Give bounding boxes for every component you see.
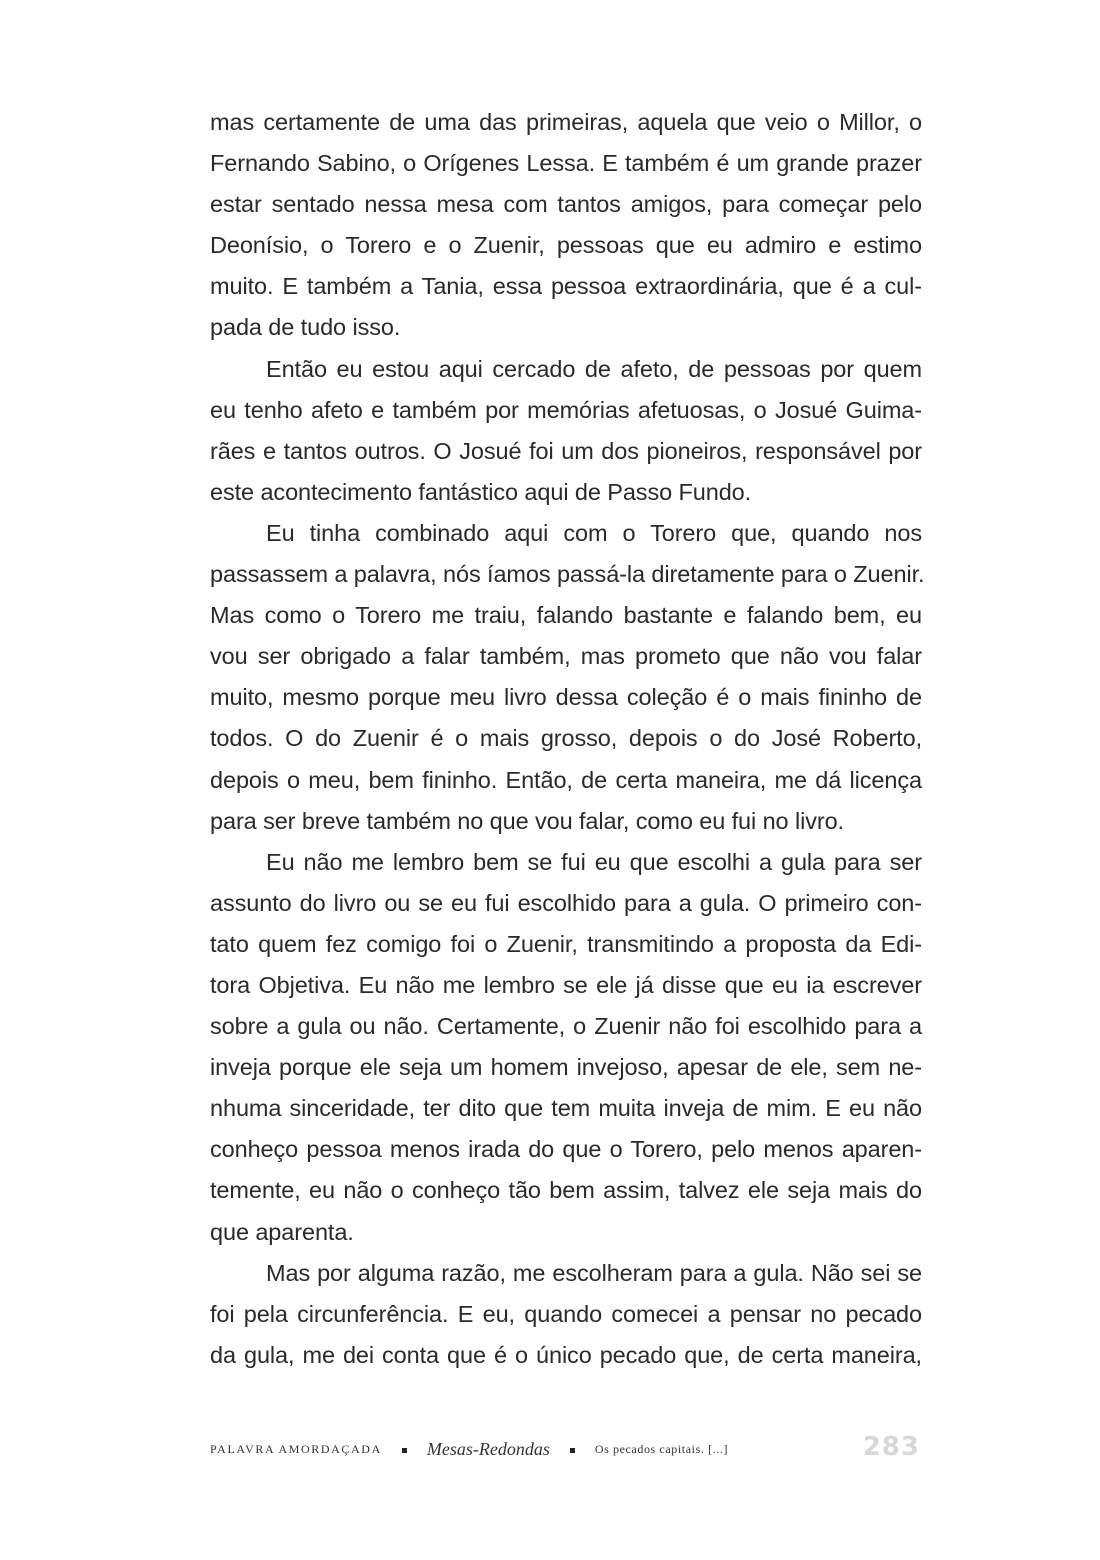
text-line: rães e tantos outros. O Josué foi um dos pioneiros, responsável por [210,437,922,464]
text-line: temente, eu não o conheço tão bem assim, talvez ele seja mais do [210,1177,922,1204]
text-line: da gula, me dei conta que é o único pecado que, de certa maneira, [210,1341,922,1368]
text-line: depois o meu, bem fininho. Então, de certa maneira, me dá licença [210,766,922,793]
page-number: 283 [862,1432,920,1462]
text-line: que aparenta. [210,1218,354,1245]
text-line: estar sentado nessa mesa com tantos amigos, para começar pelo [210,191,922,218]
series-title: Mesas-Redondas [426,1438,550,1459]
text-line: vou ser obrigado a falar também, mas prometo que não vou falar [210,643,922,670]
text-line: muito. E também a Tania, essa pessoa extraordinária, que é a cul- [210,273,922,300]
text-line: assunto do livro ou se eu fui escolhido para a gula. O primeiro con- [210,889,922,916]
text-line: Mas como o Torero me traiu, falando bastante e falando bem, eu [210,602,922,629]
body-text [210,102,925,1376]
text-line: mas certamente de uma das primeiras, aquela que veio o Millor, o [210,109,922,135]
text-line: Então eu estou aqui cercado de afeto, de pessoas por quem [266,355,922,382]
text-line: foi pela circunferência. E eu, quando comecei a pensar no pecado [210,1300,922,1327]
text-line: conheço pessoa menos irada do que o Torero, pelo menos aparen- [210,1136,922,1163]
text-line: pada de tudo isso. [210,314,401,341]
book-title: PALAVRA AMORDAÇADA [210,1441,382,1456]
text-line: Eu não me lembro bem se fui eu que escolhi a gula para ser [266,848,922,875]
text-line: Mas por alguma razão, me escolheram para a gula. Não sei se [266,1259,922,1286]
page-footer [210,1434,922,1464]
text-line: todos. O do Zuenir é o mais grosso, depois o do José Roberto, [210,725,922,752]
chapter-title: Os pecados capitais. [...] [594,1441,729,1456]
text-line: tato quem fez comigo foi o Zuenir, transmitindo a proposta da Edi- [210,930,922,957]
text-line: sobre a gula ou não. Certamente, o Zuenir não foi escolhido para a [210,1013,922,1040]
text-line: inveja porque ele seja um homem invejoso, apesar de ele, sem ne- [210,1054,922,1081]
text-line: nhuma sinceridade, ter dito que tem muita inveja de mim. E eu não [210,1095,922,1122]
text-line: tora Objetiva. Eu não me lembro se ele já disse que eu ia escrever [210,971,922,998]
text-line: Fernando Sabino, o Orígenes Lessa. E também é um grande prazer [210,150,922,177]
text-line: passassem a palavra, nós íamos passá-la diretamente para o Zuenir. [210,561,925,588]
text-line: muito, mesmo porque meu livro dessa coleção é o mais fininho de [210,684,922,711]
text-line: Deonísio, o Torero e o Zuenir, pessoas que eu admiro e estimo [210,232,922,259]
text-line: este acontecimento fantástico aqui de Passo Fundo. [210,478,752,505]
separator-bullet-icon [402,1448,407,1453]
text-line: eu tenho afeto e também por memórias afetuosas, o Josué Guima- [210,396,922,423]
separator-bullet-icon [570,1448,575,1453]
text-line: Eu tinha combinado aqui com o Torero que, quando nos [266,519,922,546]
text-line: para ser breve também no que vou falar, como eu fui no livro. [210,807,844,834]
